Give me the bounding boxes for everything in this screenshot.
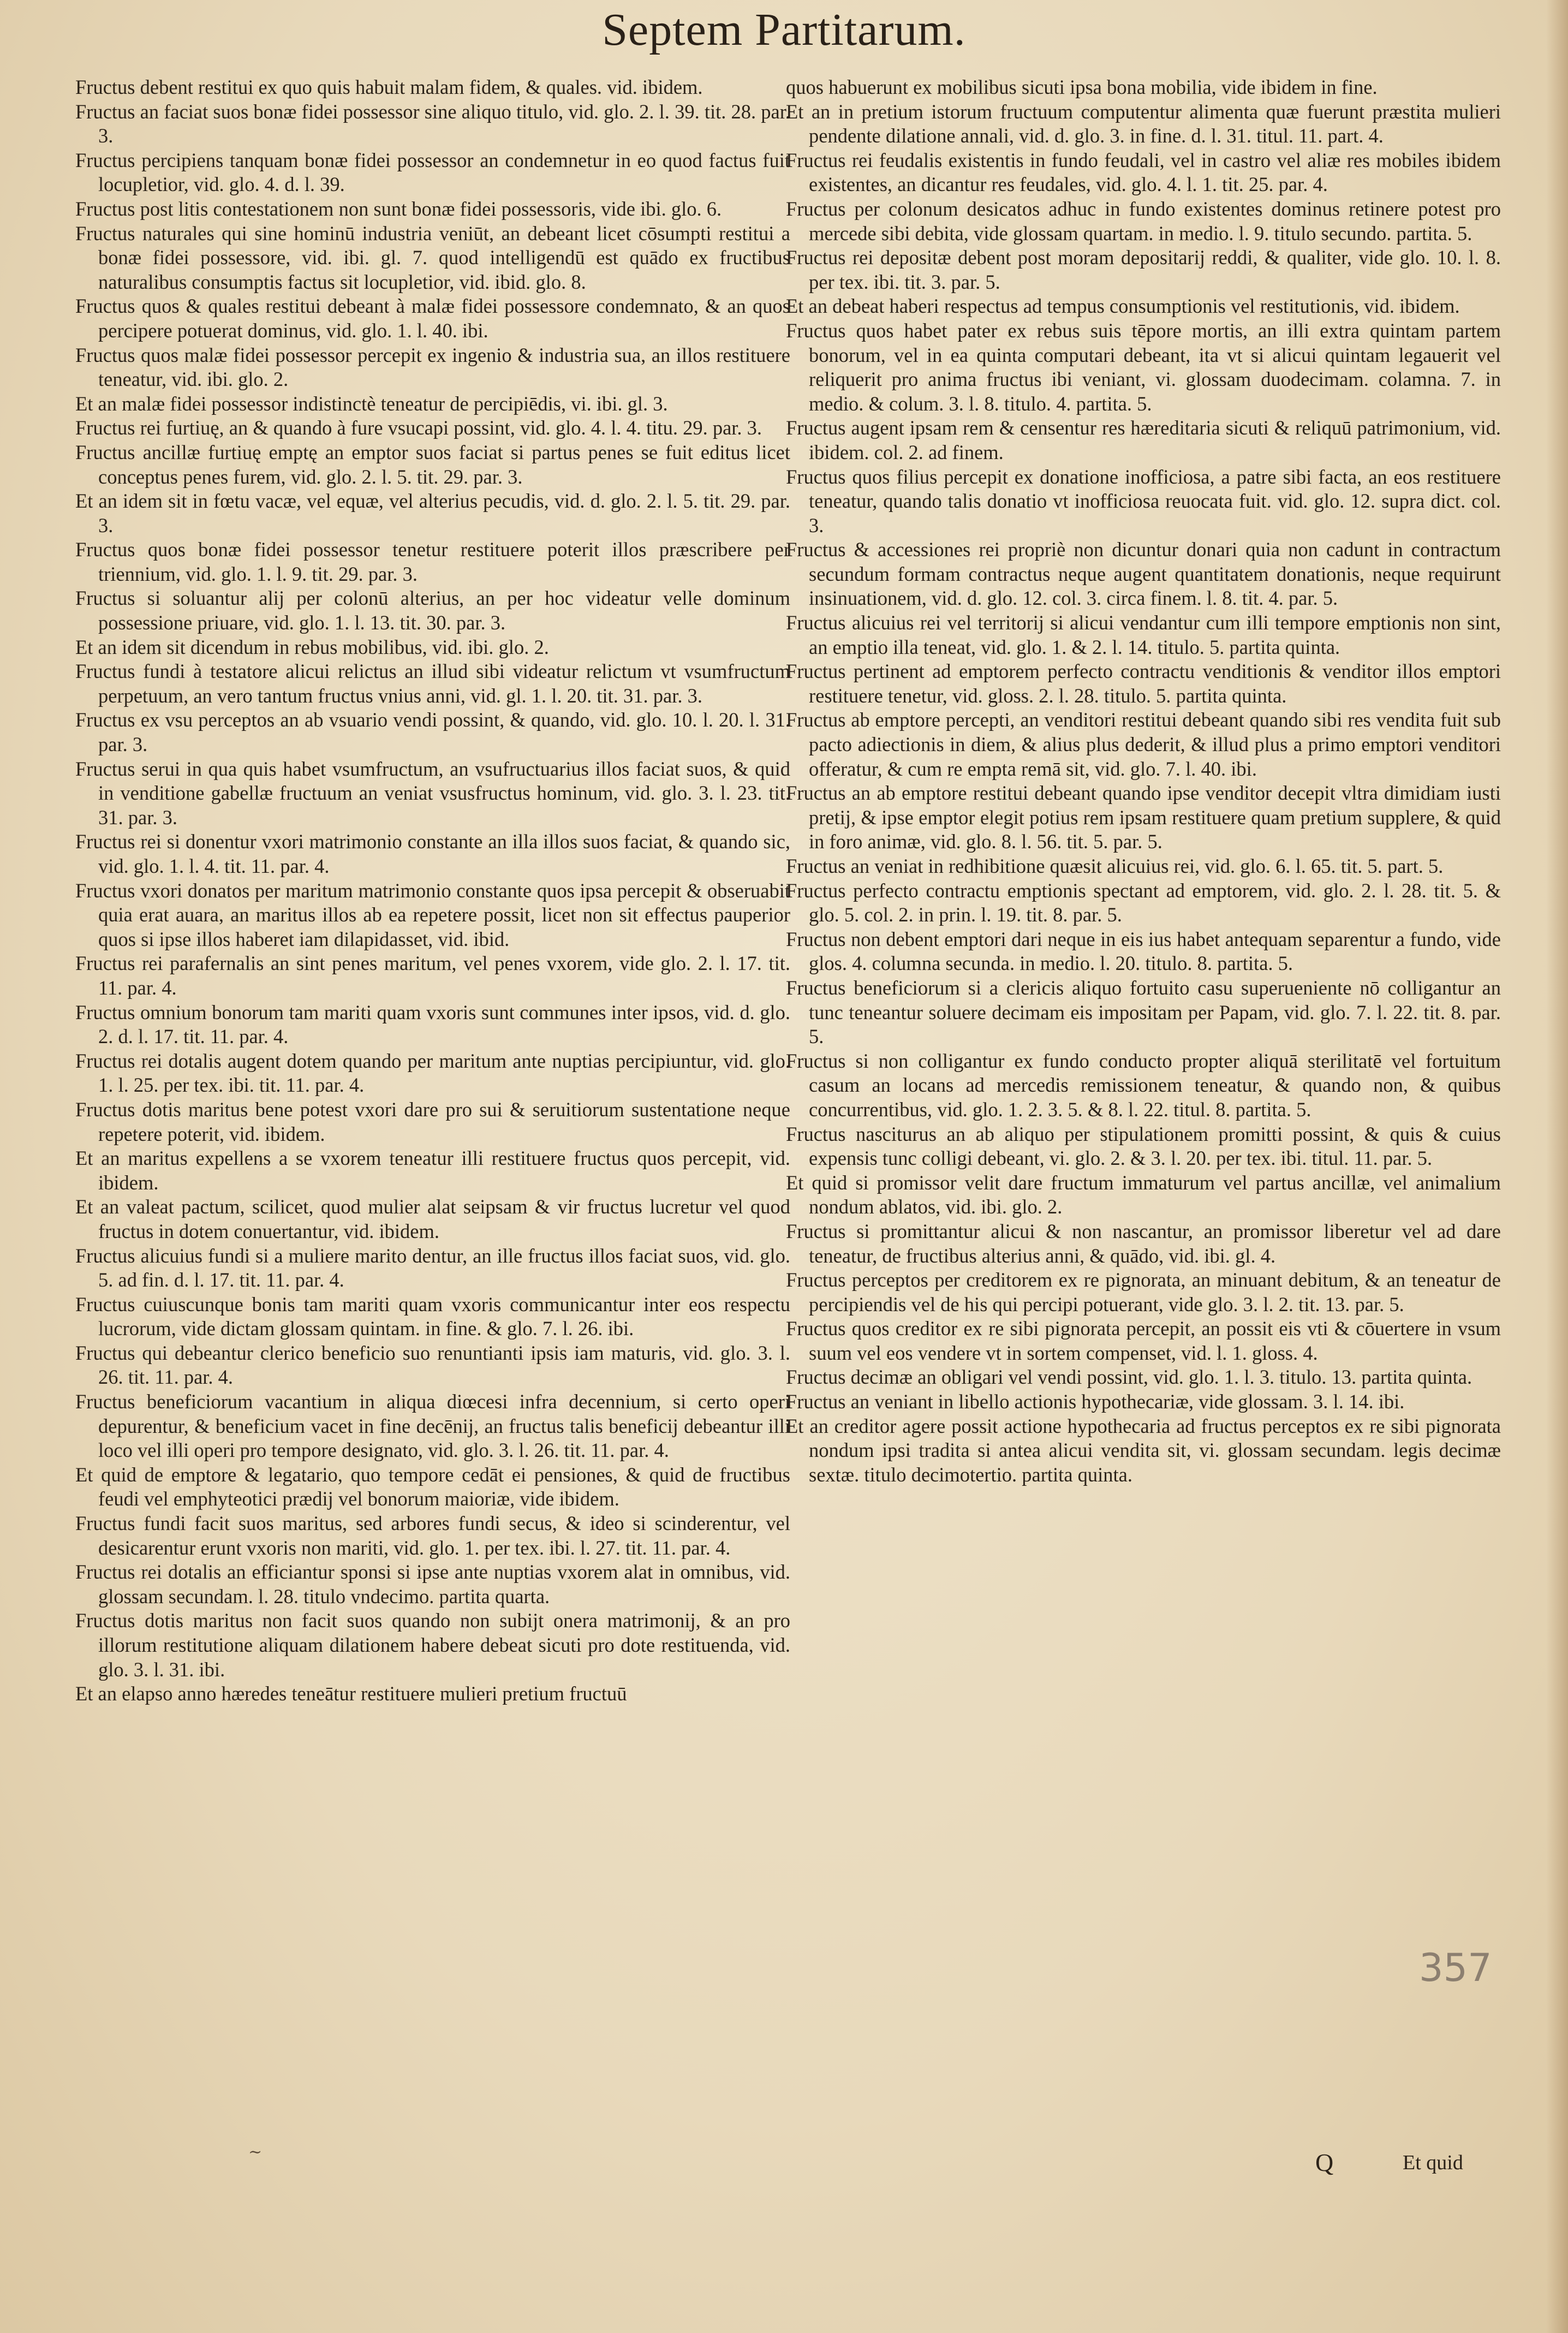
index-entry: Fructus quos filius percepit ex donatione inofficiosa, a patre sibi facta, an eos restituere teneatur, quando talis donatio vt inofficiosa reuocata fuit. vid. glo. 12. supra dict. col. 3.: [786, 465, 1501, 537]
index-entry: Fructus rei dotalis an efficiantur sponsi si ipse ante nuptias vxorem alat in omnibus, vid. glossam secundam. l. 28. titulo vndecimo. partita quarta.: [75, 1561, 790, 1608]
index-entry: Fructus decimæ an obligari vel vendi possint, vid. glo. 1. l. 3. titulo. 13. partita quinta.: [786, 1366, 1472, 1389]
index-entry: Fructus quos creditor ex re sibi pignorata percepit, an possit eis vti & cōuertere in vsum suum vel eos vendere vt in sortem compenset, vid. l. 1. gloss. 4.: [786, 1317, 1501, 1364]
index-entry: Fructus quos malæ fidei possessor percepit ex ingenio & industria sua, an illos restituere teneatur, vid. ibi. glo. 2.: [75, 343, 790, 391]
index-entry: Fructus fundi à testatore alicui relictus an illud sibi videatur relictum vt vsumfructum perpetuum, an vero tantum fructus vnius anni, vid. gl. 1. l. 20. tit. 31. par. 3.: [75, 660, 790, 707]
index-entry: Et quid si promissor velit dare fructum immaturum vel partus ancillæ, vel animalium nondum ablatos, vid. ibi. glo. 2.: [786, 1171, 1501, 1218]
page-edge-shadow: [1546, 0, 1568, 2333]
signature-mark: Q: [1315, 2148, 1334, 2176]
index-entry: Fructus an ab emptore restitui debeant quando ipse venditor decepit vltra dimidiam iusti pretij, & ipse emptor elegit potius rem ipsam restituere quam pretium supplere, & quid in foro animæ, vid. glo. 8. l. 56. tit. 5. par. 5.: [786, 782, 1501, 853]
index-entry: Fructus beneficiorum vacantium in aliqua diœcesi infra decennium, si certo operi depurentur, & beneficium vacet in fine decēnij, an fructus talis beneficij debeantur illi loco vel illi operi pro tempore designato, vid. glo. 3. l. 26. tit. 11. par. 4.: [75, 1390, 790, 1462]
index-entry: Fructus ex vsu perceptos an ab vsuario vendi possint, & quando, vid. glo. 10. l. 20. l. 31. par. 3.: [75, 709, 790, 756]
index-entry: Fructus ab emptore percepti, an venditori restitui debeant quando sibi res vendita fuit sub pacto adiectionis in diem, & alius plus dederit, & illud plus a primo emptori venditori offeratur, & cum re empta remā sit, vid. glo. 7. l. 40. ibi.: [786, 709, 1501, 780]
index-entry: Fructus percipiens tanquam bonæ fidei possessor an condemnetur in eo quod factus fuit locupletior, vid. glo. 4. d. l. 39.: [75, 148, 790, 196]
index-entry: Fructus omnium bonorum tam mariti quam vxoris sunt communes inter ipsos, vid. d. glo. 2. d. l. 17. tit. 11. par. 4.: [75, 1001, 790, 1048]
index-entry: Fructus perceptos per creditorem ex re pignorata, an minuant debitum, & an teneatur de percipiendis vel de his qui percipi potuerant, vide glo. 3. l. 2. tit. 13. par. 5.: [786, 1269, 1501, 1316]
catchword: Et quid: [1403, 2151, 1463, 2174]
index-entry: Fructus quos & quales restitui debeant à malæ fidei possessore condemnato, & an quos percipere potuerat dominus, vid. glo. 1. l. 40. ibi.: [75, 295, 790, 342]
index-entry: Fructus si promittantur alicui & non nascantur, an promissor liberetur vel ad dare teneatur, de fructibus alterius anni, & quādo, vid. ibi. gl. 4.: [786, 1219, 1501, 1267]
index-entry: Fructus & accessiones rei propriè non dicuntur donari quia non cadunt in contractum secundum formam contractus neque augent quantitatem donationis, neque requirunt insinuationem, vid. d. glo. 12. col. 3. circa finem. l. 8. tit. 4. par. 5.: [786, 538, 1501, 610]
index-entry: Fructus an veniat in redhibitione quæsit alicuius rei, vid. glo. 6. l. 65. tit. 5. part. 5.: [786, 855, 1444, 877]
index-entry: Fructus fundi facit suos maritus, sed arbores fundi secus, & ideo si scinderentur, vel desicarentur erunt vxoris non mariti, vid. glo. 1. per tex. ibi. l. 27. tit. 11. par. 4.: [75, 1512, 790, 1559]
folio-number: 357: [1419, 1945, 1492, 1990]
index-entry: Et an in pretium istorum fructuum computentur alimenta quæ fuerunt præstita mulieri pendente dilatione annali, vid. d. glo. 3. in fine. d. l. 31. titul. 11. part. 4.: [786, 100, 1501, 147]
index-entry: Et an maritus expellens a se vxorem teneatur illi restituere fructus quos percepit, vid. ibidem.: [75, 1147, 790, 1194]
index-entry: Fructus post litis contestationem non sunt bonæ fidei possessoris, vide ibi. glo. 6.: [75, 197, 722, 220]
index-entry: Fructus naturales qui sine hominū industria veniūt, an debeant licet cōsumpti restitui a bonæ fidei possessore, vid. ibi. gl. 7. quod intelligendū est quādo ex fructibus naturalibus consumptis factus sit locupletior, vid. ibid. glo. 8.: [75, 222, 790, 293]
index-entry: Fructus an veniant in libello actionis hypothecariæ, vide glossam. 3. l. 14. ibi.: [786, 1390, 1405, 1413]
index-entry: Fructus rei si donentur vxori matrimonio constante an illa illos suos faciat, & quando sic, vid. glo. 1. l. 4. tit. 11. par. 4.: [75, 830, 790, 877]
index-entry: Fructus serui in qua quis habet vsumfructum, an vsufructuarius illos faciat suos, & quid in venditione gabellæ fructuum an veniat vsusfructus hominum, vid. glo. 3. l. 23. tit. 31. par. 3.: [75, 757, 790, 829]
index-entry: Fructus nasciturus an ab aliquo per stipulationem promitti possint, & quis & cuius expensis tunc colligi debeant, vi. glo. 2. & 3. l. 20. per tex. ibi. titul. 11. par. 5.: [786, 1122, 1501, 1170]
index-entry: Fructus rei furtiuę, an & quando à fure vsucapi possint, vid. glo. 4. l. 4. titu. 29. par. 3.: [75, 416, 762, 439]
index-entry: Et an elapso anno hæredes teneātur restituere mulieri pretium fructuū: [75, 1682, 627, 1705]
index-entry: Fructus si non colligantur ex fundo conducto propter aliquā sterilitatē vel fortuitum casum an locans ad mercedis remissionem teneatur, & quando non, & quibus concurrentibus, vid. glo. 1. 2. 3. 5. & 8. l. 22. titul. 8. partita. 5.: [786, 1049, 1501, 1121]
index-entry: Fructus ancillæ furtiuę emptę an emptor suos faciat si partus penes se fuit editus licet conceptus penes furem, vid. glo. 2. l. 5. tit. 29. par. 3.: [75, 441, 790, 488]
index-entry: quos habuerunt ex mobilibus sicuti ipsa bona mobilia, vide ibidem in fine.: [786, 76, 1378, 98]
index-entry: Fructus alicuius fundi si a muliere marito dentur, an ille fructus illos faciat suos, vid. glo. 5. ad fin. d. l. 17. tit. 11. par. 4.: [75, 1244, 790, 1292]
index-entry: Fructus si soluantur alij per colonū alterius, an per hoc videatur velle dominum possessione priuare, vid. glo. 1. l. 13. tit. 30. par. 3.: [75, 587, 790, 634]
index-entry: Fructus rei dotalis augent dotem quando per maritum ante nuptias percipiuntur, vid. glo. 1. l. 25. per tex. ibi. tit. 11. par. 4.: [75, 1049, 790, 1097]
printer-ornament-icon: ~: [248, 2142, 263, 2162]
index-entry: Fructus dotis maritus bene potest vxori dare pro sui & seruitiorum sustentatione neque repetere poterit, vid. ibidem.: [75, 1098, 790, 1145]
index-entry: Et an valeat pactum, scilicet, quod mulier alat seipsam & vir fructus lucretur vel quod fructus in dotem conuertantur, vid. ibidem.: [75, 1195, 790, 1242]
index-entry: Et an idem sit in fœtu vacæ, vel equæ, vel alterius pecudis, vid. d. glo. 2. l. 5. tit. 29. par. 3.: [75, 490, 790, 537]
index-entry: Fructus perfecto contractu emptionis spectant ad emptorem, vid. glo. 2. l. 28. tit. 5. & glo. 5. col. 2. in prin. l. 19. tit. 8. par. 5.: [786, 879, 1501, 926]
index-entry: Et an idem sit dicendum in rebus mobilibus, vid. ibi. glo. 2.: [75, 635, 549, 658]
index-entry: Et quid de emptore & legatario, quo tempore cedāt ei pensiones, & quid de fructibus feudi vel emphyteotici prædij vel bonorum maioriæ, vide ibidem.: [75, 1463, 790, 1510]
right-column: [786, 75, 1501, 2139]
index-entry: Fructus beneficiorum si a clericis aliquo fortuito casu superueniente nō colligantur an tunc teneantur soluere decimam eis impositam per Papam, vid. glo. 7. l. 22. tit. 8. par. 5.: [786, 976, 1501, 1048]
index-entry: Fructus qui debeantur clerico beneficio suo renuntianti ipsis iam maturis, vid. glo. 3. l. 26. tit. 11. par. 4.: [75, 1341, 790, 1389]
index-entry: Fructus cuiuscunque bonis tam mariti quam vxoris communicantur inter eos respectu lucrorum, vide dictam glossam quintam. in fine. & glo. 7. l. 26. ibi.: [75, 1293, 790, 1340]
index-entry: Fructus rei feudalis existentis in fundo feudali, vel in castro vel aliæ res mobiles ibidem existentes, an dicantur res feudales, vid. glo. 4. l. 1. tit. 25. par. 4.: [786, 148, 1501, 196]
index-entry: Fructus non debent emptori dari neque in eis ius habet antequam separentur a fundo, vide glos. 4. columna secunda. in medio. l. 20. titulo. 8. partita. 5.: [786, 927, 1501, 975]
index-entry: Fructus alicuius rei vel territorij si alicui vendantur cum illi tempore emptionis non sint, an emptio illa teneat, vid. glo. 1. & 2. l. 14. titulo. 5. partita quinta.: [786, 611, 1501, 658]
index-entry: Et an debeat haberi respectus ad tempus consumptionis vel restitutionis, vid. ibidem.: [786, 295, 1460, 318]
index-entry: Fructus debent restitui ex quo quis habuit malam fidem, & quales. vid. ibidem.: [75, 76, 703, 98]
index-entry: Fructus pertinent ad emptorem perfecto contractu venditionis & venditor illos emptori restituere tenetur, vid. gloss. 2. l. 28. titulo. 5. partita quinta.: [786, 660, 1501, 707]
running-head: Septem Partitarum.: [602, 4, 966, 55]
index-entry: Fructus augent ipsam rem & censentur res hæreditaria sicuti & reliquū patrimonium, vid. ibidem. col. 2. ad finem.: [786, 416, 1501, 463]
index-entry: Fructus rei parafernalis an sint penes maritum, vel penes vxorem, vide glo. 2. l. 17. tit. 11. par. 4.: [75, 952, 790, 999]
index-entry: Fructus dotis maritus non facit suos quando non subijt onera matrimonij, & an pro illorum restitutione aliquam dilationem habere debeat sicuti pro dote restituenda, vid. glo. 3. l. 31. ibi.: [75, 1609, 790, 1681]
index-entry: Fructus vxori donatos per maritum matrimonio constante quos ipsa percepit & obseruabit quia erat auara, an maritus illos ab ea repetere possit, licet non sit effectus pauperior quos si ipse illos haberet iam dilapidasset, vid. ibid.: [75, 879, 790, 950]
index-entry: Fructus per colonum desicatos adhuc in fundo existentes dominus retinere potest pro mercede sibi debita, vide glossam quartam. in medio. l. 9. titulo secundo. partita. 5.: [786, 197, 1501, 245]
index-entry: Fructus quos habet pater ex rebus suis tēpore mortis, an illi extra quintam partem bonorum, vel in ea quinta computari debeant, ita vt si alicui quintam legauerit vel reliquerit pro anima fructus ibi veniant, vi. glossam duodecimam. colamna. 7. in medio. & colum. 3. l. 8. titulo. 4. partita. 5.: [786, 319, 1501, 415]
index-entry: Et an malæ fidei possessor indistinctè teneatur de percipiēdis, vi. ibi. gl. 3.: [75, 392, 668, 415]
index-entry: Et an creditor agere possit actione hypothecaria ad fructus perceptos ex re sibi pignorata nondum ipsi tradita si antea alicui vendita sit, vi. glossam secundam. legis decimæ sextæ. titulo decimotertio. partita quinta.: [786, 1414, 1501, 1486]
left-column: [75, 75, 790, 2139]
index-entry: Fructus an faciat suos bonæ fidei possessor sine aliquo titulo, vid. glo. 2. l. 39. tit. 28. par. 3.: [75, 100, 790, 147]
index-entry: Fructus quos bonæ fidei possessor tenetur restituere poterit illos præscribere per triennium, vid. glo. 1. l. 9. tit. 29. par. 3.: [75, 538, 790, 585]
index-entry: Fructus rei depositæ debent post moram depositarij reddi, & qualiter, vide glo. 10. l. 8. per tex. ibi. tit. 3. par. 5.: [786, 246, 1501, 293]
